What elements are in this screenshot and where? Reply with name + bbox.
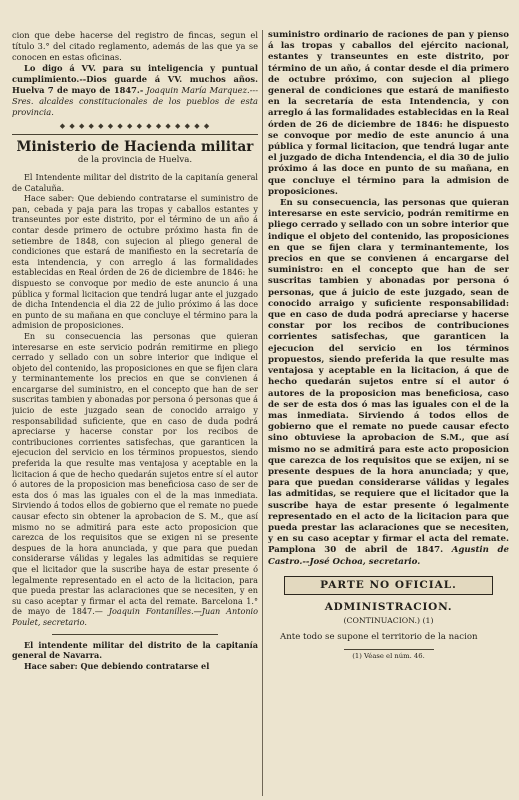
navarra-heading: El intendente militar del distrito de la capitanía general de Navarra. <box>12 639 258 661</box>
ornament-divider: ◆ ◆ ◆ ◆ ◆ ◆ ◆ ◆ ◆ ◆ ◆ ◆ ◆ ◆ ◆ ◆ <box>59 122 211 130</box>
announcement-signature: Joaquin Fontanilles.—Juan Antonio Poulet, secretario. <box>12 606 258 627</box>
left-column <box>12 30 258 798</box>
administracion-title: ADMINISTRACION. <box>324 600 453 613</box>
announcement-text: En su consecuencia las personas que quieran interesarse en este servicio podrán remitirme en pliego cerrado y sellado con un sobre interior que indique el objeto del contenido, las proposiciones en que se fijen clara y terminantemente los precios en que se convienen á encargarse del suministro, en el concepto que han de ser suscritas tambien y abonadas por persona ó personas que á juicio de este juzgado sean de conocido arraigo y responsabilidad suficiente, que en caso de duda podrá apreciarse y hacerse constar por los recibos de contribuciones corrientes satisfechas, que garanticen la ejecucion del servicio en los términos propuestos, siendo preferida la que resulte mas ventajosa y aceptable en la licitacion á que de hecho quedarán sujetos entre sí el autor ó autores de la proposicion mas beneficiosa caso de ser de esta dos ó mas las iguales con el de la mas inmediata. Sirviendo á todos ellos de gobierno que el remate no puede causar efecto sin obtener la aprobacion de S. M., que así mismo no se admitirá para este acto proposicion que carezca de los requisitos que se exigen ni se presente despues de la hora anunciada, y que para que puedan considerarse válidas y legales las admitidas se requiere que el licitador que la suscribe haya de estar presente ó legalmente representado en el acto de la licitacion, para que pueda prestar las aclaraciones que se necesiten, y en su caso aceptar y firmar el acta del remate. Barcelona 1.° de mayo de 1847.— <box>12 330 258 617</box>
right-column <box>268 30 509 798</box>
column-divider <box>262 30 263 796</box>
footnote-rule <box>344 649 434 650</box>
top-paragraph: cion que debe hacerse del registro de fincas, segun el título 3.° del citado reglamento, además de las que ya se conocen en estas oficinas. <box>12 30 258 62</box>
parte-no-oficial-banner: PARTE NO OFICIAL. <box>284 576 493 595</box>
announcement-paragraph-1: Hace saber: Que debiendo contratarse el suministro de pan, cebada y paja para las tropas y caballos estantes y transeuntes por este distrito, por el término de un año á contar desde primero de octubre próximo hasta fin de setiembre de 1848, con sujecion al pliego general de condiciones que estará de manifiesto en la secretaría de esta intendencia, y con arreglo á las formalidades establecidas en Real órden de 26 de diciembre de 1846: he dispuesto se convoque por medio de este anuncio á una pública y formal licitacion que tendrá lugar ante el juzgado de dicha Intendencia el dia 22 de julio próximo á las doce en punto de su mañana en que concluye el término para la admision de proposiciones. <box>12 193 258 331</box>
navarra-paragraph-2 <box>268 198 509 568</box>
section-title: Ministerio de Hacienda militar <box>16 139 254 155</box>
navarra-first-line: Hace saber: Que debiendo contratarse el <box>24 660 210 671</box>
navarra-paragraph-1: suministro ordinario de raciones de pan y pienso á las tropas y caballos del ejército nacional, estantes y transeuntes en este distrito, por término de un año, á contar desde el dia primero de octubre próximo, con sujecion al pliego general de condiciones que estará de manifiesto en la secretaría de esta Intendencia, y con arreglo á las formalidades establecidas en la Real órden de 26 de diciembre de 1846: he dispuesto se convoque por medio de este anuncio á una pública y formal licitacion, que tendrá lugar ante el juzgado de dicha Intendencia, el dia 30 de julio próximo á las doce en punto de su mañana, en que concluye el término para la admision de proposiciones. <box>268 30 509 197</box>
rule <box>52 634 218 635</box>
navarra-signature: Agustin de Castro.--José Ochoa, secretario. <box>268 545 509 567</box>
section-subtitle: de la provincia de Huelva. <box>77 155 193 165</box>
announcement-paragraph-2 <box>12 331 258 628</box>
footnote: (1) Véase el núm. 46. <box>352 651 425 660</box>
closing-line: Lo digo á VV. para su inteligencia y puntual cumplimiento.--Dios guarde á VV. muchos años. Huelva 7 de mayo de 1847.- <box>12 63 258 95</box>
intro-paragraph: El Intendente militar del distrito de la capitanía general de Cataluña. <box>12 172 258 193</box>
closing-paragraph <box>12 63 258 118</box>
continuation-label: (CONTINUACION.) (1) <box>343 615 434 625</box>
closing-signature: Joaquin María Marquez.---Sres. alcaldes constitucionales de los pueblos de esta provincia. <box>12 85 258 117</box>
admin-first-line: Ante todo se supone el territorio de la nacion <box>280 631 478 642</box>
rule <box>12 134 258 135</box>
navarra-text: En su consecuencia, las personas que quieran interesarse en este servicio, podrán remitirme en pliego cerrado y sellado con un sobre interior que indique el objeto del contenido, las proposiciones en que se fijen clara y terminantemente, los precios en que se convienen á encargarse del suministro: en el concepto que han de ser suscritas tambien y abonadas por persona ó personas, que á juicio de este juzgado, sean de conocido arraigo y suficiente responsabilidad: que en caso de duda podrá apreciarse y hacerse constar por los recibos de contribuciones corrientes satisfechas, que garanticen la ejecucion del servicio en los términos propuestos, siendo preferida la que resulte mas ventajosa y aceptable en la licitacion, á que de hecho quedarán sujetos entre sí el autor ó autores de la proposicion mas beneficiosa, caso de ser de esta dos ó mas las iguales con el de la mas inmediata. Sirviendo á todos ellos de gobierno que el remate no puede causar efecto sino obtuviese la aprobacion de S.M., que así mismo no se admitirá para este acto proposicion que carezca de los requisitos que se exijen, ni se presente despues de la hora anunciada; y que, para que puedan considerarse válidas y legales las admitidas, se requiere que el licitador que la suscribe haya de estar presente ó legalmente representado en el acto de la licitacion para que pueda prestar las aclaraciones que se necesiten, y en su caso aceptar y firmar el acta del remate. Pamplona 30 de abril de 1847. <box>268 198 509 556</box>
